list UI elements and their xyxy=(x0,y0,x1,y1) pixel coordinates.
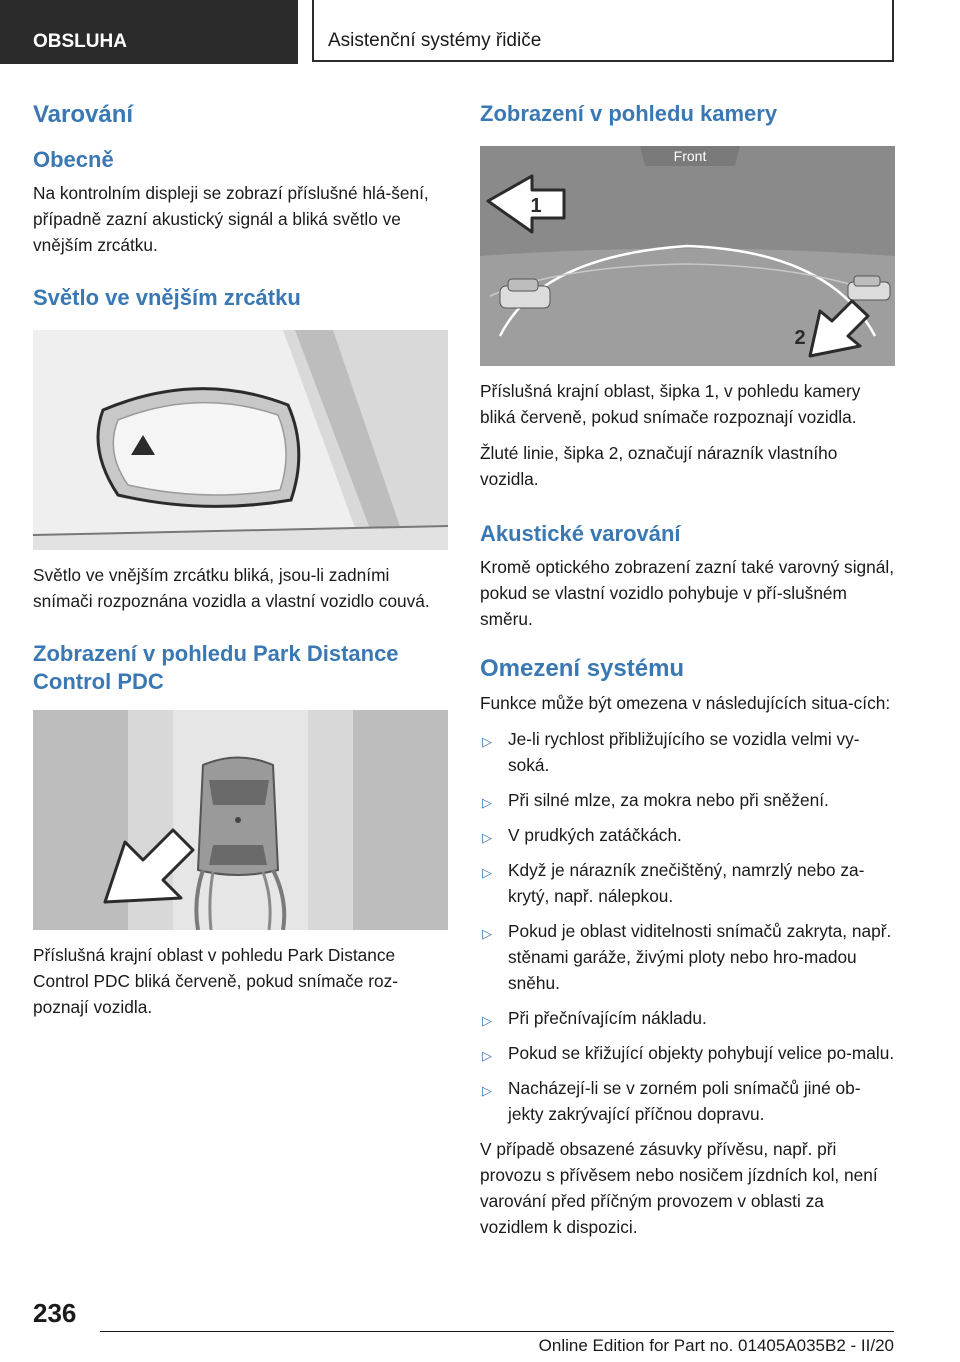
text-pdc: Příslušná krajní oblast v pohledu Park Distance Control PDC bliká červeně, pokud snímače roz-poznají vozidla. xyxy=(33,945,398,1017)
heading-warning: Varování xyxy=(33,101,134,128)
section-tab xyxy=(0,0,298,64)
chapter-tab xyxy=(312,0,894,62)
edition-note: Online Edition for Part no. 01405A035B2 - II/20 xyxy=(538,1336,894,1355)
list-item: ▷ V prudkých zatáčkách. xyxy=(480,822,896,848)
triangle-bullet-icon: ▷ xyxy=(482,795,492,810)
limits-list xyxy=(480,726,896,1127)
text-limits-intro: Funkce může být omezena v následujících situa-cích: xyxy=(480,693,891,713)
heading-system-limits: Omezení systému xyxy=(480,655,685,682)
svg-text:1: 1 xyxy=(530,195,542,217)
pdc-illustration xyxy=(33,710,448,930)
page-number: 236 xyxy=(33,1298,77,1328)
triangle-bullet-icon: ▷ xyxy=(482,1083,492,1098)
list-item: ▷ Když je nárazník znečištěný, namrzlý nebo za-krytý, např. nálepkou. xyxy=(482,860,865,906)
triangle-bullet-icon: ▷ xyxy=(482,1013,492,1028)
svg-text:2: 2 xyxy=(794,327,806,349)
right-column xyxy=(480,100,896,1240)
triangle-bullet-icon: ▷ xyxy=(482,926,492,941)
list-item: ▷ Pokud je oblast viditelnosti snímačů zakryta, např. stěnami garáže, živými ploty nebo hro-madou sněhu. xyxy=(482,921,892,993)
text-general: Na kontrolním displeji se zobrazí příslušné hlá-šení, případně zazní akustický signál a bliká světlo ve vnějším zrcátku. xyxy=(33,183,429,255)
list-item: ▷ Je-li rychlost přibližujícího se vozidla velmi vy-soká. xyxy=(482,729,860,775)
camera-front-label: Front xyxy=(673,148,707,164)
page-header xyxy=(0,0,960,66)
heading-camera-view: Zobrazení v pohledu kamery xyxy=(480,101,778,126)
footer-divider xyxy=(100,1331,894,1332)
section-title: OBSLUHA xyxy=(33,31,127,52)
text-mirror-light: Světlo ve vnějším zrcátku bliká, jsou-li zadními snímači rozpoznána vozidla a vlastní vozidlo couvá. xyxy=(33,565,430,611)
heading-mirror-light: Světlo ve vnějším zrcátku xyxy=(33,285,301,310)
heading-general: Obecně xyxy=(33,147,114,172)
list-item: ▷ Při přečnívajícím nákladu. xyxy=(480,1005,896,1031)
triangle-bullet-icon: ▷ xyxy=(482,865,492,880)
list-item: ▷ Při silné mlze, za mokra nebo při sněžení. xyxy=(480,787,896,813)
triangle-bullet-icon: ▷ xyxy=(482,1048,492,1063)
list-item: ▷ Nacházejí-li se v zorném poli snímačů jiné ob-jekty zakrývající příčnou dopravu. xyxy=(482,1078,861,1124)
text-trailer: V případě obsazené zásuvky přívěsu, např. při provozu s přívěsem nebo nosičem jízdních kol, není varování před příčným provozem v oblasti za vozidlem k dispozici. xyxy=(480,1139,878,1237)
chapter-title: Asistenční systémy řidiče xyxy=(328,30,542,51)
heading-acoustic-warning: Akustické varování xyxy=(480,521,681,546)
left-column xyxy=(33,100,449,1020)
triangle-bullet-icon: ▷ xyxy=(482,734,492,749)
camera-illustration xyxy=(480,146,895,366)
list-item: ▷ Pokud se křižující objekty pohybují velice po-malu. xyxy=(480,1040,896,1066)
heading-pdc: Zobrazení v pohledu Park Distance Control PDC xyxy=(33,641,399,694)
text-camera-1: Příslušná krajní oblast, šipka 1, v pohledu kamery bliká červeně, pokud snímače rozpoznají vozidla. xyxy=(480,381,861,427)
text-camera-2: Žluté linie, šipka 2, označují nárazník vlastního vozidla. xyxy=(480,443,838,489)
mirror-illustration xyxy=(33,330,448,550)
triangle-bullet-icon: ▷ xyxy=(482,830,492,845)
text-acoustic-warning: Kromě optického zobrazení zazní také varovný signál, pokud se vlastní vozidlo pohybuje v pří-slušném směru. xyxy=(480,557,895,629)
